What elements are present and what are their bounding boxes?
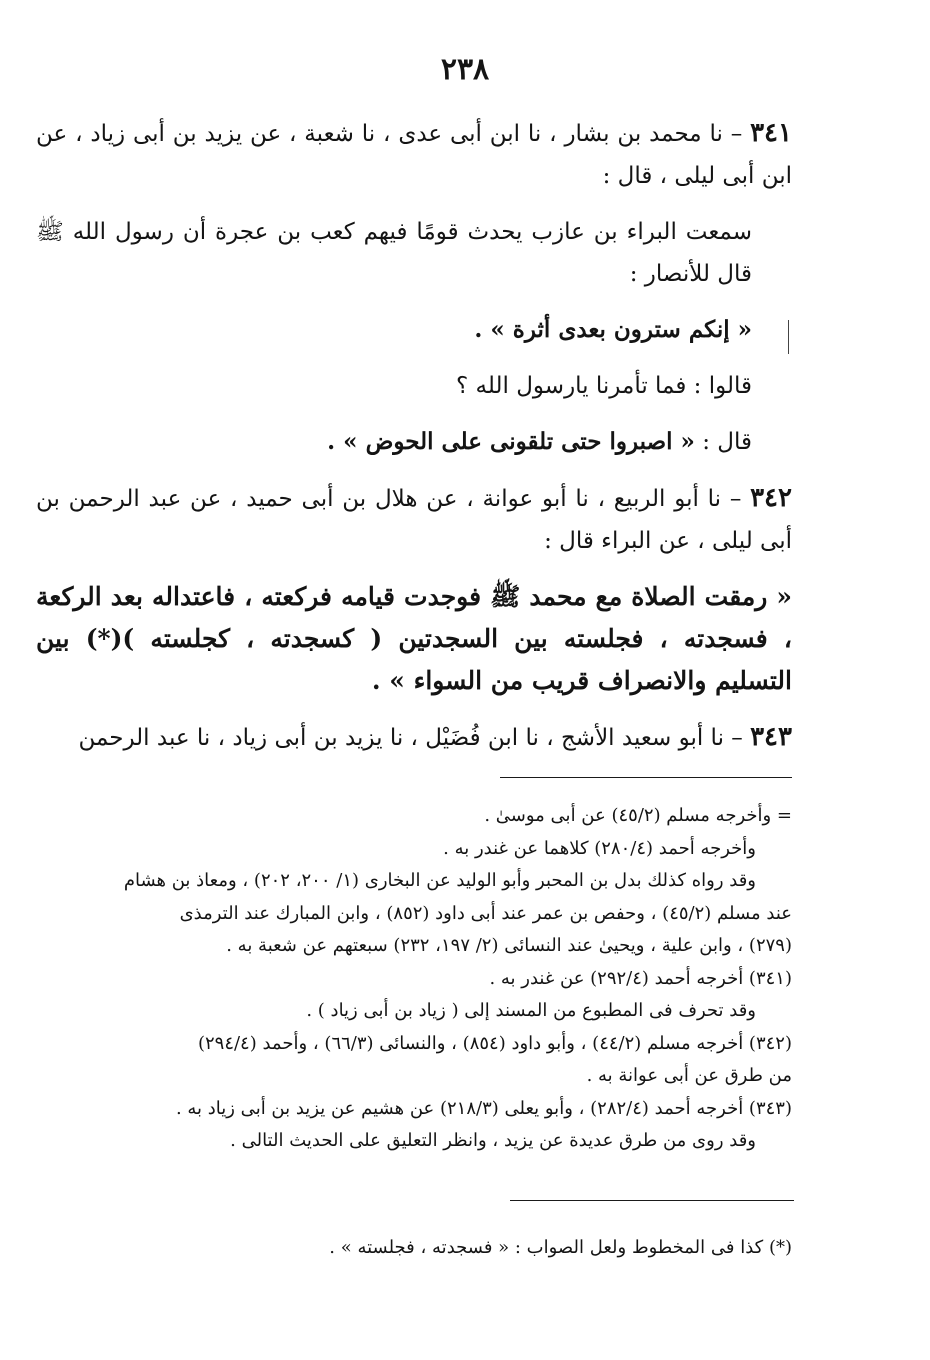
hadith-341-quote-2: « اصبروا حتى تلقونى على الحوض » .	[327, 428, 695, 455]
hadith-341-quote-2-prefix: قال :	[694, 429, 752, 455]
footnote-separator	[500, 777, 792, 778]
star-note: (*) كذا فى المخطوط ولعل الصواب : « فسجدته ، فجلسته » .	[329, 1237, 792, 1258]
footnote-line: من طرق عن أبى عوانة به .	[586, 1065, 792, 1086]
hadith-342-isnad-text: – نا أبو الربيع ، نا أبو عوانة ، عن هلال بن أبى حميد ، عن عبد الرحمن بن أبى ليلى ، عن البراء قال :	[36, 486, 792, 554]
hadith-342-quote: « رمقت الصلاة مع محمد ﷺ فوجدت قيامه فركعته ، فاعتداله بعد الركعة ، فسجدته ، فجلسته بين السجدتين ( كسجدته ، كجلسته )(*) بين التسليم والانصراف قريب من السواء » .	[36, 582, 792, 695]
hadith-number-341: ٣٤١	[750, 118, 792, 148]
hadith-341-quote-2-line	[36, 421, 792, 463]
page-number: ٢٣٨	[440, 52, 490, 87]
footnote-line: = وأخرجه مسلم (٤٥/٢) عن أبى موسىٰ .	[484, 805, 792, 826]
footnote-line: وأخرجه أحمد (٢٨٠/٤) كلاهما عن غندر به .	[443, 837, 756, 859]
footnote-line: (٢٧٩) ، وابن علية ، ويحيىٰ عند النسائى (٢/ ١٩٧، ٢٣٢) سبعتهم عن شعبة به .	[226, 935, 792, 956]
hadith-341-reply: قالوا : فما تأمرنا يارسول الله ؟	[456, 373, 752, 399]
footnote-line: وقد تحرف فى المطبوع من المسند إلى ( زياد بن أبى زياد ) .	[306, 1000, 756, 1021]
hadith-343-isnad	[36, 716, 792, 759]
hadith-341-narration: سمعت البراء بن عازب يحدث قومًا فيهم كعب بن عجرة أن رسول الله ﷺ قال للأنصار :	[36, 219, 752, 287]
footnote-line: (٣٤٣) أخرجه أحمد (٢٨٢/٤) ، وأبو يعلى (٢١٨/٣) عن هشيم عن يزيد بن أبى زياد به .	[175, 1097, 792, 1119]
hadith-341-isnad-text: – نا محمد بن بشار ، نا ابن أبى عدى ، نا شعبة ، عن يزيد بن أبى زياد ، عن ابن أبى ليلى ، قال :	[36, 121, 792, 189]
footnote-line: عند مسلم (٤٥/٢) ، وحفص بن عمر عند أبى داود (٨٥٢) ، وابن المبارك عند الترمذى	[179, 902, 792, 924]
footnote-line: (٣٤٢) أخرجه مسلم (٤٤/٢) ، وأبو داود (٨٥٤) ، والنسائى (٦٦/٣) ، وأحمد (٢٩٤/٤)	[197, 1032, 792, 1054]
hadith-343-isnad-text: – نا أبو سعيد الأشج ، نا ابن فُضَيْل ، نا يزيد بن أبى زياد ، نا عبد الرحمن	[78, 725, 751, 751]
hadith-342-isnad	[36, 477, 792, 562]
footnote-line: وقد روى من طرق عديدة عن يزيد ، وانظر التعليق على الحديث التالى .	[230, 1130, 756, 1151]
hadith-number-343: ٣٤٣	[750, 722, 792, 752]
hadith-number-342: ٣٤٢	[750, 483, 792, 513]
hadith-341-quote-1: « إنكم سترون بعدى أثرة » .	[474, 316, 752, 343]
hadith-341-isnad	[36, 112, 792, 197]
footnotes	[36, 800, 792, 1158]
main-text	[36, 112, 792, 773]
footnote-line: وقد رواه كذلك بدل بن المحبر وأبو الوليد عن البخارى (١/ ٢٠٠، ٢٠٢) ، ومعاذ بن هشام	[123, 870, 756, 891]
footnote-line: (٣٤١) أخرجه أحمد (٢٩٢/٤) عن غندر به .	[489, 967, 792, 989]
star-note-separator	[510, 1200, 794, 1201]
